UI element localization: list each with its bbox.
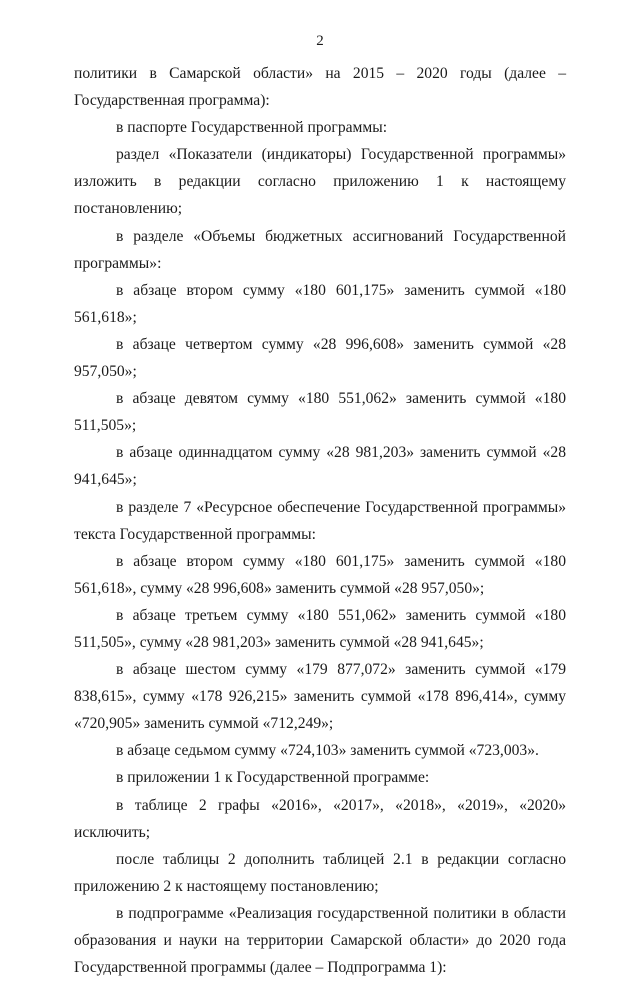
document-body: [74, 60, 566, 981]
paragraph: в абзаце втором сумму «180 601,175» заменить суммой «180 561,618», сумму «28 996,608» заменить суммой «28 957,050»;: [74, 552, 566, 597]
paragraph: в абзаце одиннадцатом сумму «28 981,203» заменить суммой «28 941,645»;: [74, 444, 566, 489]
paragraph: политики в Самарской области» на 2015 – 2020 годы (далее – Государственная программа):: [74, 65, 566, 110]
paragraph: раздел «Показатели (индикаторы) Государственной программы» изложить в редакции согласно приложению 1 к настоящему постановлению;: [74, 146, 566, 218]
paragraph: в паспорте Государственной программы:: [116, 119, 388, 137]
paragraph: в приложении 1 к Государственной программе:: [116, 769, 430, 787]
paragraph: в абзаце девятом сумму «180 551,062» заменить суммой «180 511,505»;: [74, 390, 566, 435]
paragraph: в абзаце седьмом сумму «724,103» заменить суммой «723,003».: [116, 742, 539, 760]
paragraph: в абзаце четвертом сумму «28 996,608» заменить суммой «28 957,050»;: [74, 335, 566, 381]
paragraph: после таблицы 2 дополнить таблицей 2.1 в редакции согласно приложению 2 к настоящему постановлению;: [74, 850, 566, 895]
paragraph: в разделе «Объемы бюджетных ассигнований Государственной программы»:: [74, 227, 566, 272]
paragraph: в таблице 2 графы «2016», «2017», «2018», «2019», «2020» исключить;: [74, 796, 566, 841]
paragraph: в абзаце шестом сумму «179 877,072» заменить суммой «179 838,615», сумму «178 926,215» заменить суммой «178 896,414», сумму «720,905» заменить суммой «712,249»;: [74, 661, 566, 733]
paragraph: в подпрограмме «Реализация государственной политики в области образования и науки на территории Самарской области» до 2020 года Государственной программы (далее – Подпрограмма 1):: [74, 904, 566, 977]
paragraph: в абзаце втором сумму «180 601,175» заменить суммой «180 561,618»;: [74, 281, 566, 326]
paragraph: в абзаце третьем сумму «180 551,062» заменить суммой «180 511,505», сумму «28 981,203» заменить суммой «28 941,645»;: [74, 606, 566, 651]
page-number: 2: [316, 33, 324, 49]
paragraph: в разделе 7 «Ресурсное обеспечение Государственной программы» текста Государственной программы:: [74, 498, 566, 543]
